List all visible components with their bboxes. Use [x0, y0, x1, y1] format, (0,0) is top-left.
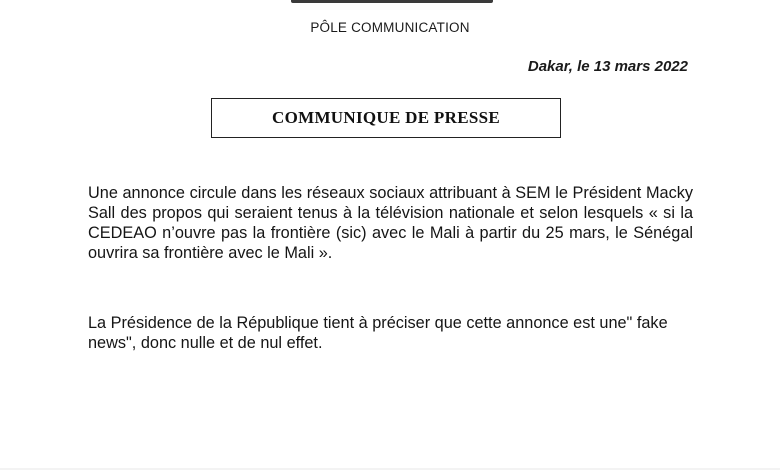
cropped-header-text	[291, 0, 493, 3]
title-box	[211, 98, 561, 138]
document-title: COMMUNIQUE DE PRESSE	[272, 108, 500, 127]
department-heading: PÔLE COMMUNICATION	[310, 20, 470, 35]
place-and-date: Dakar, le 13 mars 2022	[527, 58, 688, 75]
body-paragraph-1: Une annonce circule dans les réseaux sociaux attribuant à SEM le Président Macky Sall des propos qui seraient tenus à la télévision nationale et selon lesquels « si la CEDEAO n’ouvre pas la frontière (sic) avec le Mali à partir du 25 mars, le Sénégal ouvrira sa frontière avec le Mali ».	[88, 184, 693, 262]
body-paragraph-2: La Présidence de la République tient à préciser que cette annonce est une" fake news", donc nulle et de nul effet.	[88, 314, 668, 352]
